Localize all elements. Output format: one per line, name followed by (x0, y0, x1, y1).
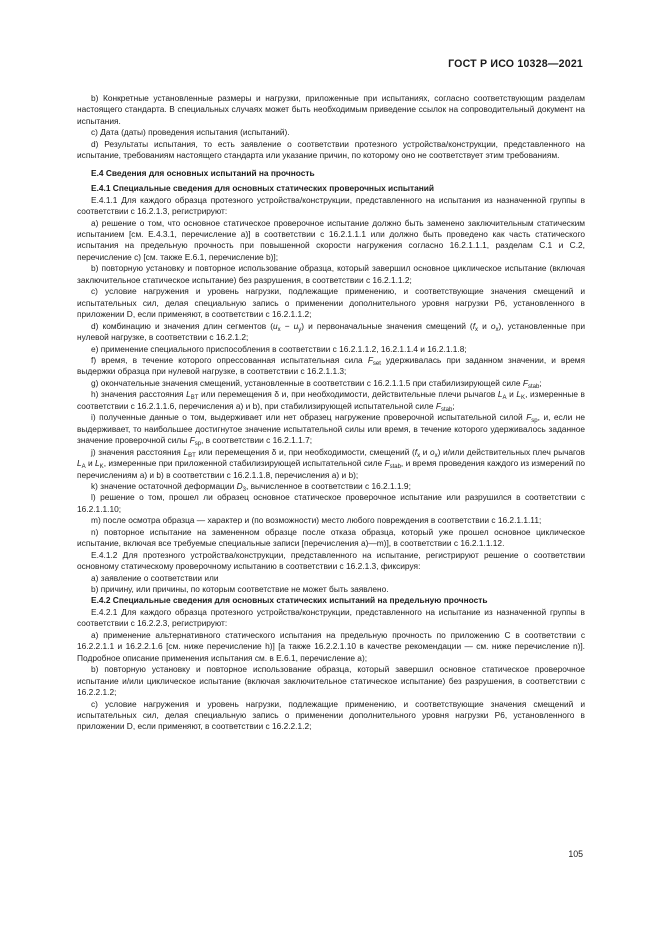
paragraph-b-sizes: b) Конкретные установленные размеры и нагрузки, приложенные при испытаниях, согласно соответствующим разделам настоящего стандарта. В специальных случаях может быть необходимым приведение ссылок на сопроводительный документ на испытания. (77, 93, 585, 126)
symbol-u: u (273, 320, 278, 331)
paragraph-e412-intro: Е.4.1.2 Для протезного устройства/конструкции, представленного на испытание, регистрируют решение о соответствии основному статическому проверочному испытанию в соответствии с 16.2.1.3, фиксируя: (77, 549, 585, 572)
list-item-e411-d (77, 321, 585, 344)
text-run: или перемещения δ и, при необходимости, действительные плечи рычагов (198, 389, 498, 400)
symbol-L: L (186, 389, 191, 400)
subscript: y (298, 326, 302, 333)
text-run: ; (452, 400, 455, 411)
text-run: и (85, 458, 96, 469)
symbol-f: f (414, 446, 418, 457)
text-run: d) комбинацию и значения длин сегментов ( (91, 320, 273, 331)
subscript: x (277, 326, 281, 333)
text-run: ) и/или действительных плеч рычагов (437, 446, 585, 457)
text-run: , и, если не выдерживает, то наибольшее достигнутое значение испытательной силы или время, в течение которого удерживалось заданное значение проверочной силы (77, 412, 585, 446)
subscript: sp (531, 418, 538, 425)
subscript: x (434, 452, 438, 459)
list-item-e421-a: а) применение альтернативного статического испытания на предельную прочность по приложению С в соответствии с 16.2.2.1.1 и 16.2.2.1.6 [см. ниже перечисление h)] [а также 16.2.2.1.10 в качестве рекомендации — см. ниже перечисление n)]. Подробное описание применения испытания см. в Е.6.1, перечисление а); (77, 629, 585, 663)
list-item-e411-m: m) после осмотра образца — характер и (по возможности) место любого повреждения в соответствии с 16.2.1.1.11; (91, 515, 542, 526)
text-run: или перемещения δ и, при необходимости, смещений ( (195, 446, 415, 457)
text-run: j) значения расстояния (91, 446, 184, 457)
text-run: g) окончательные значения смещений, установленные в соответствии с 16.2.1.1.5 при стабилизирующей силе (91, 377, 523, 388)
list-item-e411-h (77, 389, 585, 412)
list-item-e411-j (77, 447, 585, 481)
symbol-F: F (522, 377, 528, 388)
text-run: − (280, 320, 294, 331)
paragraph-c-date: c) Дата (даты) проведения испытания (испытаний). (91, 127, 290, 138)
subscript: BT (190, 395, 199, 402)
list-item-e411-e: е) применение специального приспособления в соответствии с 16.2.1.1.2, 16.2.1.1.4 и 16.2.1.1.8; (91, 343, 467, 354)
subscript: set (372, 360, 381, 367)
subscript: BT (188, 452, 196, 459)
subscript: sp (194, 441, 202, 448)
list-item-e411-k (77, 481, 585, 492)
text-run: f) время, в течение которого опрессованная испытательная сила (91, 354, 368, 365)
text-run: , измеренные в соответствии с 16.2.1.1.6, перечисления а) и b), при стабилизирующей испытательной силе (77, 389, 585, 411)
list-item-e411-f (77, 355, 585, 378)
symbol-L: L (95, 458, 100, 469)
subscript: x (475, 326, 479, 333)
text-run: удерживалась при заданном значении, и время выдержки образца при нулевой нагрузке, в соответствии с 16.2.1.1.3; (77, 354, 585, 377)
subsection-heading-e41: Е.4.1 Специальные сведения для основных статических проверочных испытаний (91, 183, 435, 194)
text-run: k) значение остаточной деформации (91, 480, 237, 491)
text-run: ; (539, 377, 542, 388)
subscript: K (99, 464, 104, 471)
subscript: x (495, 326, 499, 333)
list-item-e411-b: b) повторную установку и повторное использование образца, который завершил основное циклическое испытание (включая заключительное статическое испытание) без разрушения, в соответствии с 16.2.1.1.2; (77, 263, 585, 285)
symbol-F: F (526, 412, 532, 423)
text-run: и (506, 389, 517, 400)
page-content (77, 93, 585, 733)
text-run: , в соответствии с 16.2.1.1.7; (201, 435, 313, 446)
symbol-F: F (384, 458, 390, 469)
text-run: , вычисленное в соответствии с 16.2.1.1.9; (245, 480, 411, 491)
text-run: и (420, 446, 430, 457)
list-item-e411-g (77, 378, 585, 389)
subscript: 3 (242, 486, 246, 493)
text-run: ), установленные при нулевой нагрузке, в соответствии с 16.2.1.2; (77, 320, 585, 343)
symbol-L: L (183, 446, 189, 457)
subscript: stab (389, 464, 401, 471)
subscript: A (81, 464, 86, 471)
text-run: i) полученные данные о том, выдерживает или нет образец нагружение проверочной испытательной силой (91, 412, 527, 423)
symbol-o: o (490, 320, 496, 331)
paragraph-d-results: d) Результаты испытания, то есть заявление о соответствии протезного устройства/конструкции, представленного на испытание, требованиям настоящего стандарта или указание причин, по которому оно не соответствует этим требованиям. (77, 138, 585, 161)
list-item-e411-n: n) повторное испытание на замененном образце после отказа образца, который уже прошел основное циклическое испытание, включая все требуемые специальные записи [перечисления а)—m)], в соответствии с 16.2.1.1.12. (77, 526, 585, 549)
paragraph-e411-intro: Е.4.1.1 Для каждого образца протезного устройства/конструкции, представленного на испытания из назначенной группы в соответствии с 16.2.1.3, регистрируют: (77, 194, 585, 217)
list-item-e411-c: с) условие нагружения и уровень нагрузки, подлежащие применению, и соответствующие значения смещений и испытательных сил, делая специальную запись о применении дополнительного уровня нагрузки Р6, установленного в приложении D, если применяют, в соответствии с 16.2.1.1.2; (77, 286, 585, 320)
list-item-e411-i (77, 412, 585, 446)
text-run: , и время проведения каждого из измерений по перечислениям а) и b) в соответствии с 16.2.1.1.8, перечисления а) и b); (77, 458, 585, 480)
symbol-D: D (236, 480, 243, 491)
subscript: K (521, 395, 526, 402)
symbol-L: L (77, 458, 82, 469)
document-code-header: ГОСТ Р ИСО 10328—2021 (448, 58, 583, 70)
text-run: h) значения расстояния (91, 389, 187, 400)
symbol-f: f (472, 320, 476, 331)
symbol-F: F (435, 400, 441, 411)
subscript: stab (440, 406, 453, 413)
list-item-e411-a: а) решение о том, что основное статическое проверочное испытание должно быть заменено заключительным статическим испытанием [см. Е.4.3.1, перечисление а)] в соответствии с 16.2.1.1.1 или должно быть проведено как часть статического испытания на предельную прочность при повышенной скорости нагружения согласно 16.2.1.1.1, разделам С.1 и С.2, перечисление с) [см. также Е.6.1, перечисление b)]; (77, 217, 585, 262)
subsection-heading-e42: Е.4.2 Специальные сведения для основных статических испытаний на предельную прочность (91, 595, 488, 606)
symbol-L: L (516, 389, 522, 400)
subscript: x (417, 452, 421, 459)
symbol-o: o (429, 446, 435, 457)
symbol-u: u (293, 320, 299, 331)
symbol-L: L (497, 389, 503, 400)
subscript: A (502, 395, 507, 402)
text-run: , измеренные при приложенной стабилизирующей испытательной силе (103, 458, 385, 469)
symbol-F: F (367, 354, 373, 365)
list-item-e412-a: а) заявление о соответствии или (91, 572, 219, 583)
section-heading-e4: Е.4 Сведения для основных испытаний на прочность (91, 167, 315, 178)
list-item-e421-c: с) условие нагружения и уровень нагрузки, подлежащие применению, и соответствующие значения смещений и испытательных сил, делая специальную запись о применении дополнительного уровня нагрузки Р6, установленного в приложении D, если применяют, в соответствии с 16.2.2.1.2; (77, 698, 585, 732)
page-number: 105 (568, 849, 583, 859)
list-item-e421-b: b) повторную установку и повторное использование образца, который завершил основное статическое проверочное испытание и/или циклическое испытание (включая заключительное статическое испытание) без разрушения, в соответствии с 16.2.2.1.2; (77, 664, 585, 698)
subscript: stab (527, 383, 540, 390)
text-run: ) и первоначальные значения смещений ( (301, 320, 473, 331)
list-item-e411-l: l) решение о том, прошел ли образец основное статическое проверочное испытание или разрушился в соответствии с 16.2.1.1.10; (77, 492, 585, 514)
paragraph-e421-intro: Е.4.2.1 Для каждого образца протезного устройства/конструкции, представленного на испытание из назначенной группы в соответствии с 16.2.2.3, регистрируют: (77, 606, 585, 629)
list-item-e412-b: b) причину, или причины, по которым соответствие не может быть заявлено. (91, 584, 389, 595)
symbol-F: F (189, 435, 195, 446)
text-run: и (478, 320, 491, 331)
